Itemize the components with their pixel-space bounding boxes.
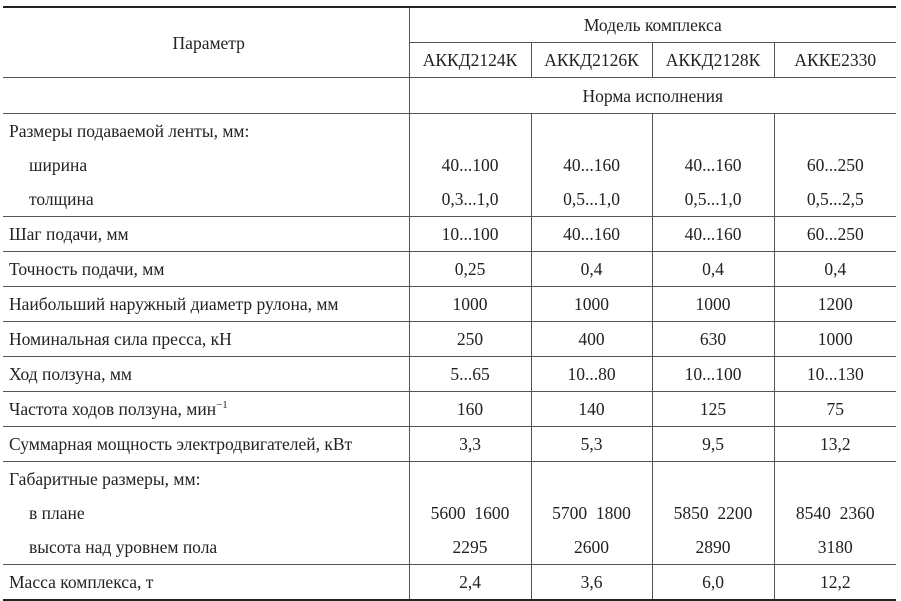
row-label: Ход ползуна, мм [3, 357, 409, 392]
row-label: Наибольший наружный диаметр рулона, мм [3, 287, 409, 322]
cell: 13,2 [774, 427, 896, 462]
table-row [3, 357, 896, 392]
row-label: Масса комплекса, т [3, 565, 409, 601]
header-parameter: Параметр [3, 7, 409, 78]
cell: 1000 [652, 287, 774, 322]
row-label: толщина [3, 182, 409, 217]
cell: 5850 2200 [652, 496, 774, 530]
row-label: высота над уровнем пола [3, 530, 409, 565]
cell: 40...160 [652, 217, 774, 252]
row-label: ширина [3, 148, 409, 182]
cell: 2,4 [409, 565, 531, 601]
cell: 10...100 [652, 357, 774, 392]
row-label: Суммарная мощность электродвигателей, кВт [3, 427, 409, 462]
cell: 0,4 [652, 252, 774, 287]
table-row [3, 252, 896, 287]
cell: 630 [652, 322, 774, 357]
row-label: в плане [3, 496, 409, 530]
table-row [3, 392, 896, 427]
cell: 3,3 [409, 427, 531, 462]
row-label: Размеры подаваемой ленты, мм: [3, 114, 409, 149]
cell: 12,2 [774, 565, 896, 601]
cell: 3,6 [531, 565, 652, 601]
cell: 0,5...1,0 [652, 182, 774, 217]
cell: 1000 [531, 287, 652, 322]
cell: 250 [409, 322, 531, 357]
row-label: Номинальная сила пресса, кН [3, 322, 409, 357]
row-label: Габаритные размеры, мм: [3, 462, 409, 497]
cell: 3180 [774, 530, 896, 565]
cell: 75 [774, 392, 896, 427]
table-row [3, 182, 896, 217]
cell: 160 [409, 392, 531, 427]
table-row [3, 114, 896, 149]
specs-table [3, 6, 896, 601]
cell: 8540 2360 [774, 496, 896, 530]
cell: 140 [531, 392, 652, 427]
header-model-2: АККД2126К [531, 43, 652, 78]
cell: 5...65 [409, 357, 531, 392]
cell: 40...100 [441, 155, 499, 175]
cell: 2890 [652, 530, 774, 565]
table-row [3, 427, 896, 462]
cell: 10...130 [774, 357, 896, 392]
cell: 125 [652, 392, 774, 427]
cell: 1200 [774, 287, 896, 322]
table-row [3, 322, 896, 357]
table-row [3, 462, 896, 497]
row-label: Точность подачи, мм [3, 252, 409, 287]
table-row [3, 565, 896, 601]
cell: 10...100 [409, 217, 531, 252]
header-model-1: АККД2124К [409, 43, 531, 78]
row-label: Частота ходов ползуна, мин$^{-1}$ [3, 392, 409, 427]
cell: 9,5 [652, 427, 774, 462]
cell: 40...160 [652, 148, 774, 182]
cell: 40...160 [531, 217, 652, 252]
header-norm: Норма исполнения [409, 78, 896, 114]
cell: 0,5...1,0 [531, 182, 652, 217]
cell: 2295 [452, 537, 488, 557]
cell: 0,4 [774, 252, 896, 287]
cell: 0,4 [531, 252, 652, 287]
cell: 60...250 [774, 217, 896, 252]
cell: 60...250 [774, 148, 896, 182]
cell: 0,5...2,5 [774, 182, 896, 217]
header-model-4: АККЕ2330 [774, 43, 896, 78]
cell: 0,3...1,0 [441, 189, 499, 209]
cell: 5700 1800 [531, 496, 652, 530]
table-row [3, 287, 896, 322]
header-model-3: АККД2128К [652, 43, 774, 78]
table-row [3, 148, 896, 182]
row-label: Шаг подачи, мм [3, 217, 409, 252]
cell: 5,3 [531, 427, 652, 462]
cell: 5600 1600 [430, 503, 510, 523]
cell: 400 [531, 322, 652, 357]
table-row [3, 496, 896, 530]
cell: 1000 [774, 322, 896, 357]
cell: 40...160 [531, 148, 652, 182]
cell: 6,0 [652, 565, 774, 601]
table-row [3, 530, 896, 565]
cell: 1000 [409, 287, 531, 322]
cell: 2600 [531, 530, 652, 565]
header-model-group: Модель комплекса [409, 7, 896, 43]
table-row [3, 217, 896, 252]
cell: 10...80 [531, 357, 652, 392]
cell: 0,25 [409, 252, 531, 287]
